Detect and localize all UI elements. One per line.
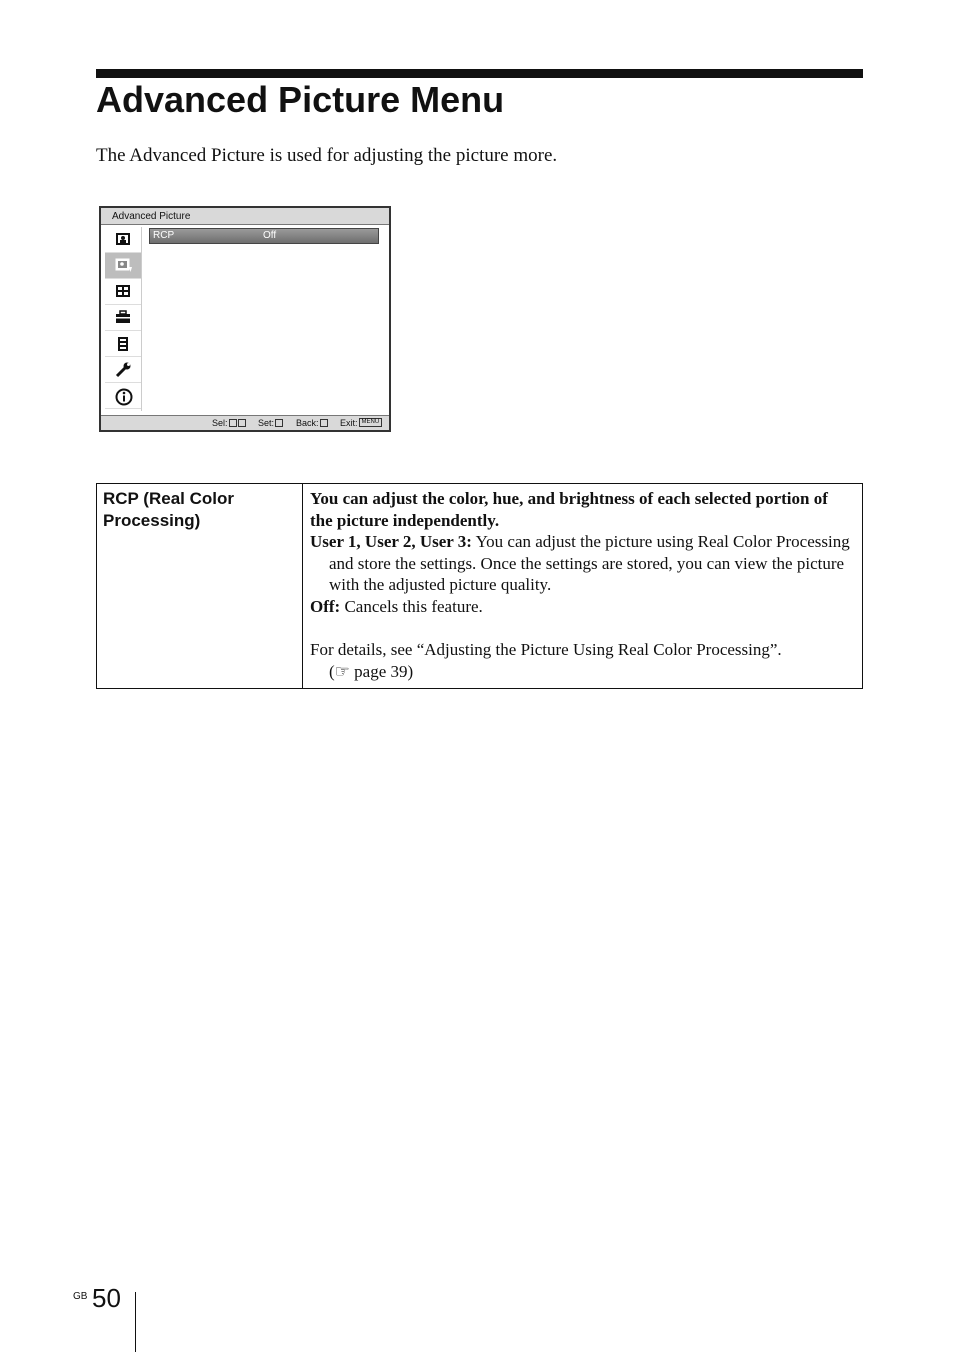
setting-name: RCP (Real Color Processing) xyxy=(97,484,303,689)
option-term: User 1, User 2, User 3: xyxy=(310,532,472,552)
advanced-picture-osd xyxy=(99,206,391,432)
setting-description xyxy=(303,484,863,689)
set-label: Set: xyxy=(258,418,275,428)
spacer xyxy=(310,618,854,640)
rcp-item-label: RCP xyxy=(153,230,175,241)
page-number-rule xyxy=(135,1292,136,1352)
screen-icon xyxy=(115,284,131,298)
intro-text: The Advanced Picture is used for adjusting the picture more. xyxy=(96,145,558,166)
menu-key-icon: MENU xyxy=(359,418,383,427)
tab-installation[interactable] xyxy=(105,357,141,383)
osd-menu-tabs xyxy=(105,227,142,411)
option-text: Cancels this feature. xyxy=(344,596,483,616)
page-reference: (☞ page 39) xyxy=(329,661,414,681)
installation-icon xyxy=(115,362,133,378)
exit-hint xyxy=(340,416,382,430)
page-number: 50 xyxy=(92,1283,121,1313)
table-row xyxy=(97,484,863,689)
settings-table xyxy=(96,483,863,689)
tab-screen[interactable] xyxy=(105,279,141,305)
option-term: Off: xyxy=(310,596,341,616)
rcp-item-value: Off xyxy=(263,230,277,241)
tab-picture[interactable] xyxy=(105,227,141,253)
joystick-key-icon xyxy=(275,419,283,427)
setup-icon xyxy=(115,310,131,324)
tab-information[interactable] xyxy=(105,383,141,409)
set-hint xyxy=(258,416,283,430)
left-key-icon xyxy=(320,419,328,427)
advanced-picture-icon xyxy=(115,258,133,274)
title-rule xyxy=(96,69,863,78)
down-key-icon xyxy=(238,419,246,427)
option-text: You can adjust the picture using Real Color Processing and store the settings. Once the settings are stored, you can view the picture with the adjusted picture quality. xyxy=(329,532,850,595)
tab-function[interactable] xyxy=(105,331,141,357)
setting-lead: You can adjust the color, hue, and brightness of each selected portion of the picture independently. xyxy=(310,489,828,530)
up-key-icon xyxy=(229,419,237,427)
pointing-hand-icon: ☞ xyxy=(334,661,350,681)
exit-label: Exit: xyxy=(340,418,358,428)
sel-label: Sel: xyxy=(212,418,228,428)
sel-hint xyxy=(212,416,246,430)
back-label: Back: xyxy=(296,418,319,428)
osd-row-rcp[interactable] xyxy=(149,228,379,244)
page-title: Advanced Picture Menu xyxy=(96,79,505,120)
tab-setup[interactable] xyxy=(105,305,141,331)
page-reference-text: page 39 xyxy=(354,661,408,681)
details-note: For details, see “Adjusting the Picture Using Real Color Processing”. xyxy=(310,640,782,660)
option-off xyxy=(310,596,854,618)
picture-icon xyxy=(115,232,131,246)
osd-footer xyxy=(101,415,389,430)
back-hint xyxy=(296,416,328,430)
information-icon xyxy=(115,388,133,406)
region-code: GB xyxy=(73,1291,88,1302)
osd-title: Advanced Picture xyxy=(101,208,389,225)
function-icon xyxy=(115,336,131,352)
option-user xyxy=(310,531,854,596)
tab-advanced-picture[interactable] xyxy=(105,253,141,279)
